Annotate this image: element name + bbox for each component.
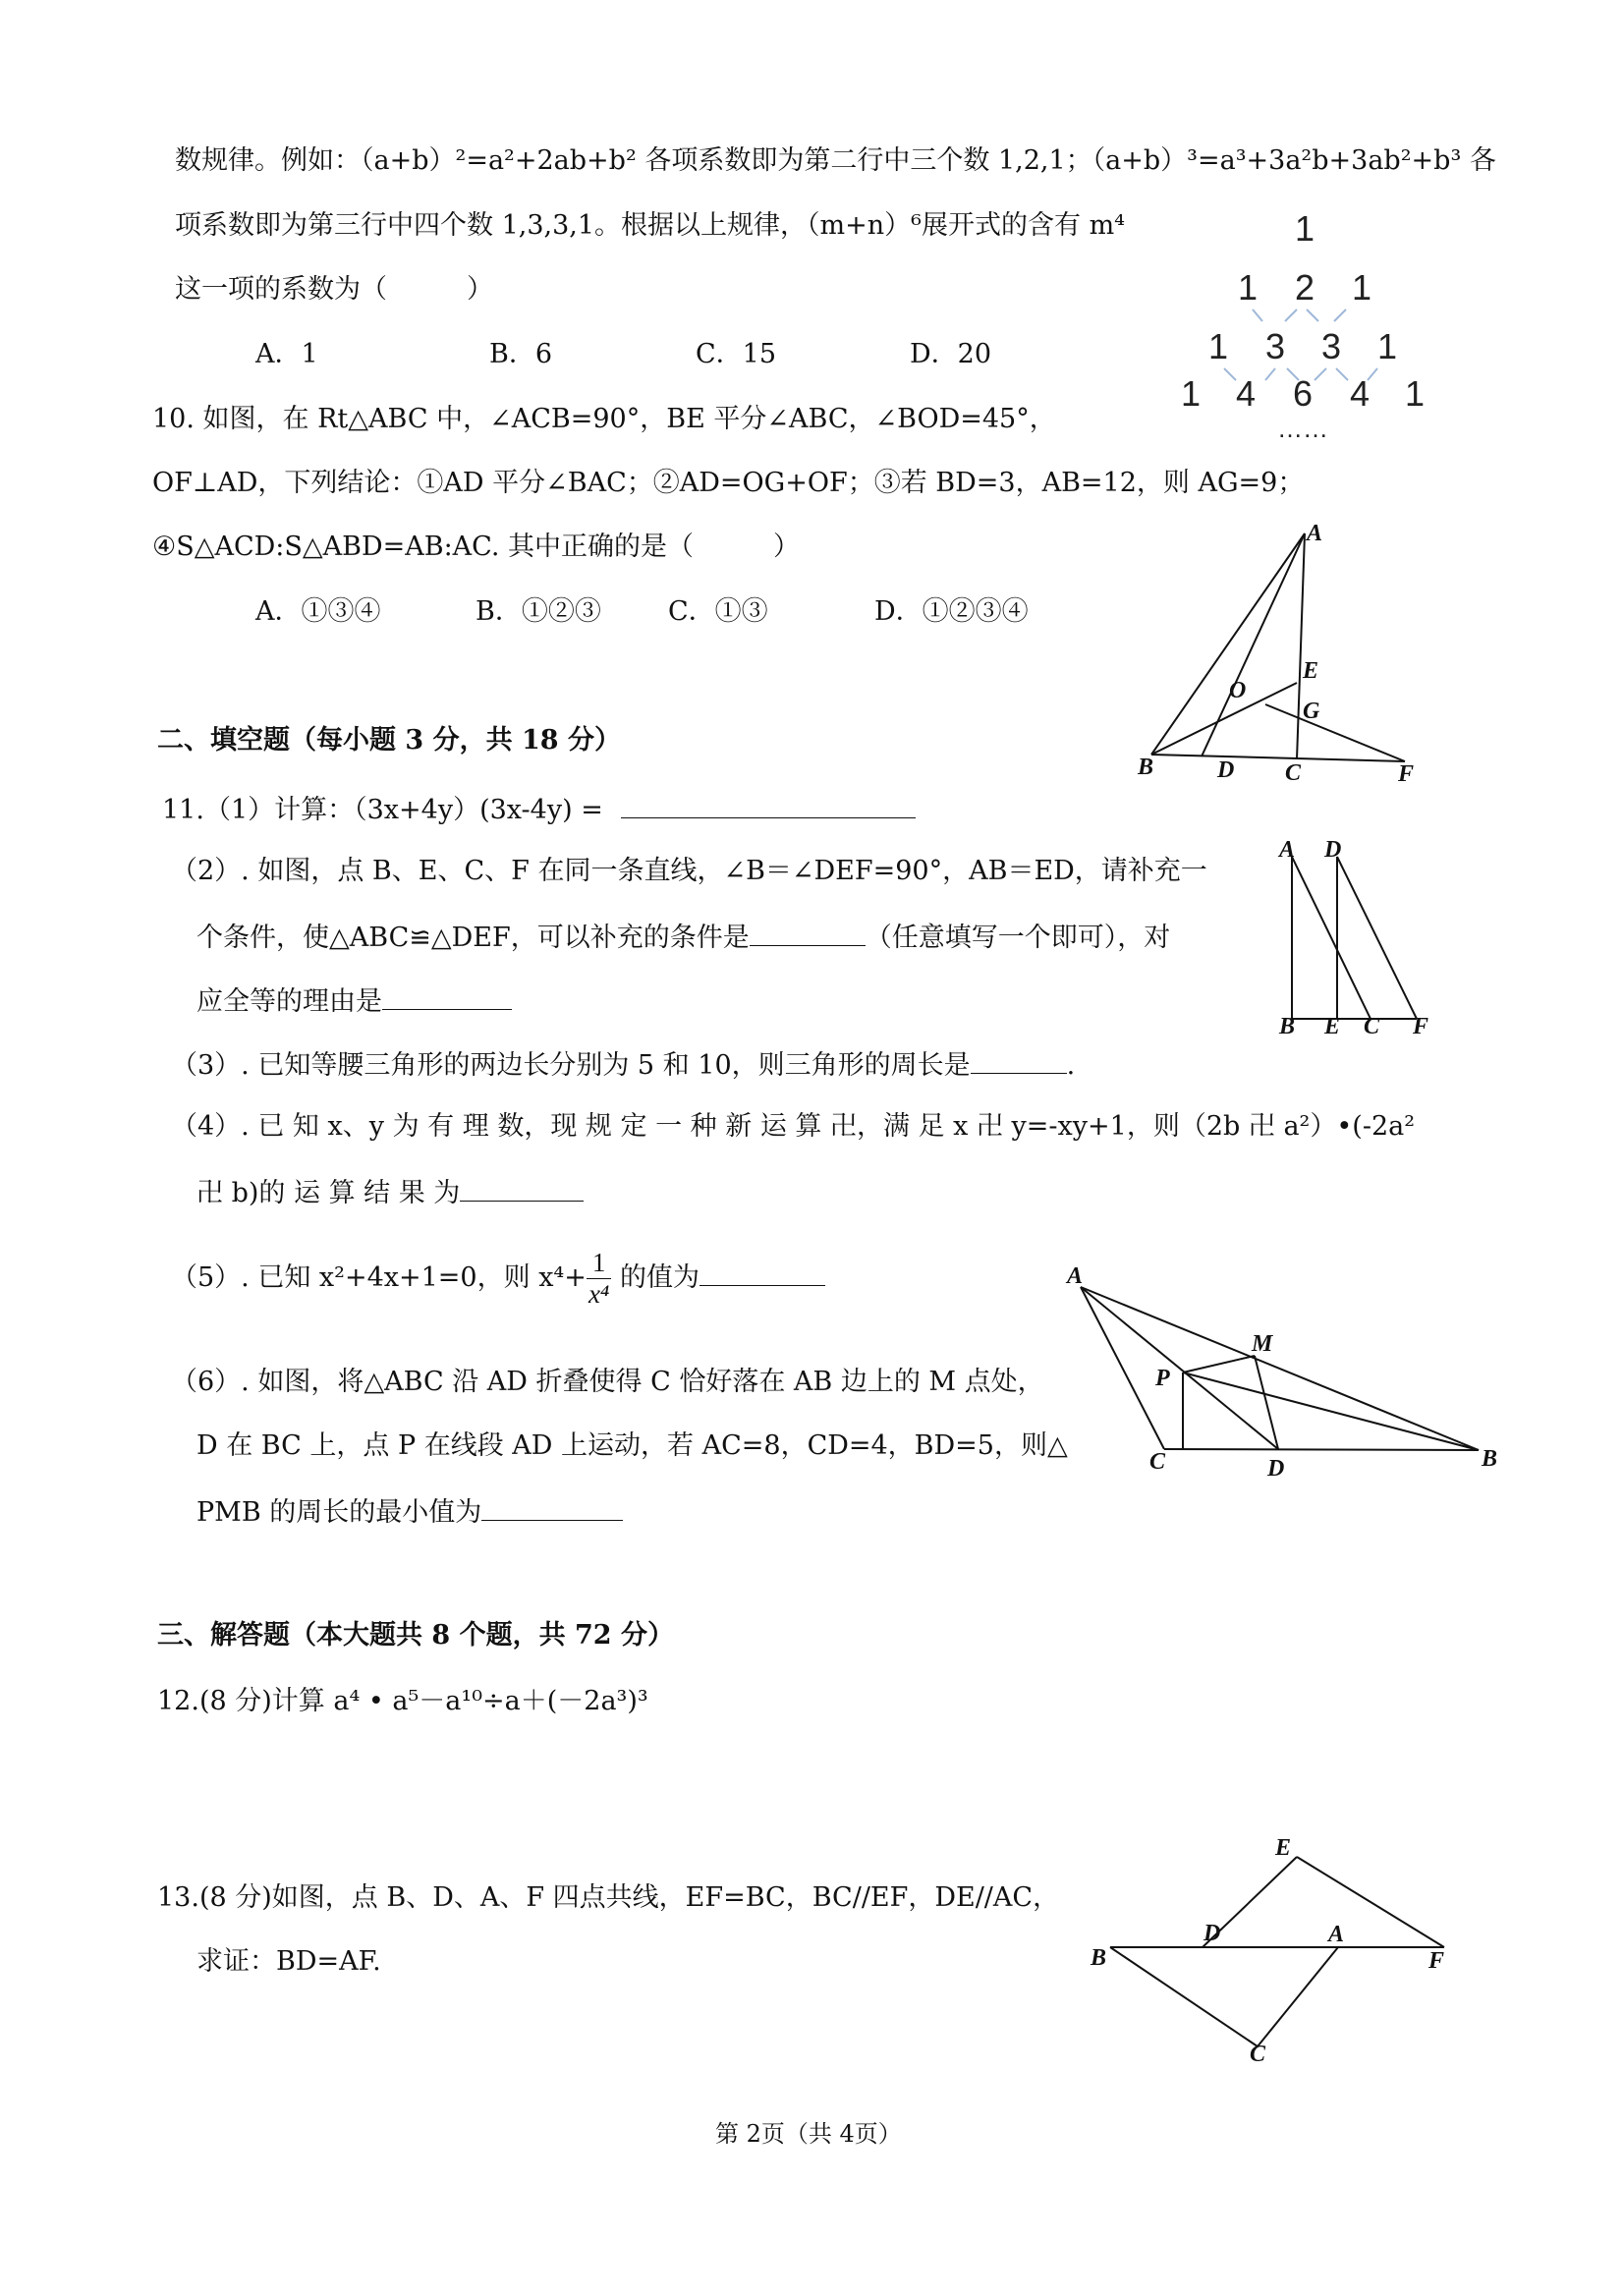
fig2-label-f: F [1413,1014,1429,1039]
pascal-row3-2: 3 [1321,326,1342,366]
q11-part5-text2: 的值为 [619,1262,700,1293]
q10-line1: 10. 如图，在 Rt△ABC 中，∠ACB=90°，BE 平分∠ABC，∠BOD=45°， [152,404,1056,434]
q13-label-b: B [1091,1945,1107,1971]
q11-part3-end: . [1066,1050,1076,1081]
pascal-row3-1: 3 [1265,326,1286,366]
pascal-row4-2: 6 [1293,373,1314,414]
q10-label-e: E [1303,658,1319,684]
q10-option-b: B．①②③ [476,596,601,627]
q11-part3 [171,1049,1075,1079]
q11-part2-line2 [196,922,1170,951]
q10-option-d: D．①②③④ [874,596,1029,627]
q11-part5-denominator: x⁴ [588,1279,610,1309]
pascal-row4-1: 4 [1236,373,1257,414]
q11-part5-fraction [587,1250,612,1308]
q11-part3-text: （3）. 已知等腰三角形的两边长分别为 5 和 10，则三角形的周长是 [171,1050,971,1081]
q11-part2-blank-condition[interactable] [750,922,866,946]
q10-line2: OF⊥AD，下列结论：①AD 平分∠BAC；②AD=OG+OF；③若 BD=3，AB=12，则 AG=9； [152,468,1305,498]
q11-part5-numerator: 1 [587,1250,612,1279]
fig3-label-b: B [1482,1446,1498,1472]
q13-label-c: C [1250,2042,1266,2067]
pascal-row3-3: 1 [1377,326,1398,366]
q11-part4-line2 [196,1177,584,1206]
fig3-label-p: P [1155,1366,1170,1391]
pascal-triangle-figure [1159,201,1454,447]
q10-line3: ④S△ACD:S△ABD=AB:AC. 其中正确的是（ ） [152,532,801,562]
q11-fold-figure [1061,1258,1513,1484]
fig2-label-d: D [1324,837,1342,863]
pascal-row4-3: 4 [1350,373,1371,414]
q10-label-d: D [1217,757,1235,783]
q11-part5 [171,1250,825,1308]
q11-congruent-figure [1267,835,1444,1041]
section2-title: 二、填空题（每小题 3 分，共 18 分） [157,725,621,756]
q12-text: 12.(8 分)计算 a⁴ • a⁵－a¹⁰÷a＋(－2a³)³ [157,1686,648,1716]
pascal-ellipsis: …… [1277,414,1328,443]
pascal-row1-0: 1 [1295,208,1315,249]
q13-label-f: F [1428,1948,1445,1974]
q11-part4-line1: （4）. 已 知 x、y 为 有 理 数，现 规 定 一 种 新 运 算 卍，满 足 x 卍 y=-xy+1，则（2b 卍 a²）•(-2a² [171,1111,1416,1142]
q13-label-e: E [1275,1835,1292,1861]
fig2-label-c: C [1364,1014,1380,1039]
q11-part2-line3-text: 应全等的理由是 [196,986,382,1017]
q11-part2-blank-reason[interactable] [382,985,512,1010]
q9-option-a: A．1 [255,339,318,369]
q13-label-d: D [1203,1921,1221,1946]
q10-triangle-figure [1120,516,1454,791]
q10-option-a: A．①③④ [255,596,381,627]
q11-part4-blank[interactable] [460,1177,584,1202]
pascal-row2-1: 2 [1295,267,1315,308]
pascal-row2-0: 1 [1238,267,1259,308]
q11-part2-line3 [196,985,512,1015]
fig2-label-a: A [1279,837,1296,863]
q11-part6-line2: D 在 BC 上，点 P 在线段 AD 上运动，若 AC=8，CD=4，BD=5，则△ [196,1430,1068,1461]
q11-part6-line3-text: PMB 的周长的最小值为 [196,1497,482,1528]
q10-label-a: A [1307,521,1323,546]
q10-label-o: O [1229,678,1247,703]
pascal-row4-4: 1 [1405,373,1426,414]
q9-line1: 数规律。例如：（a+b）²=a²+2ab+b² 各项系数即为第二行中三个数 1,2,1；（a+b）³=a³+3a²b+3ab²+b³ 各 [175,145,1496,176]
section3-title: 三、解答题（本大题共 8 个题，共 72 分） [157,1620,674,1651]
q11-part4-line2-text: 卍 b)的 运 算 结 果 为 [196,1178,461,1208]
q9-option-b: B．6 [489,339,553,369]
page-footer: 第 2页（共 4页） [715,2120,902,2148]
q13-label-a: A [1328,1922,1345,1947]
q10-option-c: C．①③ [668,596,768,627]
q11-part2-line1: （2）. 如图，点 B、E、C、F 在同一条直线，∠B＝∠DEF=90°，AB＝ED，请补充一 [171,856,1207,886]
q11-part6-line3 [196,1496,623,1526]
q11-part1-blank[interactable] [621,794,916,818]
q11-part6-line1: （6）. 如图，将△ABC 沿 AD 折叠使得 C 恰好落在 AB 边上的 M 点处， [171,1367,1044,1397]
q11-part5-text: （5）. 已知 x²+4x+1=0，则 x⁴+ [171,1262,587,1293]
q9-line2: 项系数即为第三行中四个数 1,3,3,1。根据以上规律，（m+n）⁶展开式的含有 m⁴ [175,210,1125,241]
pascal-row4-0: 1 [1181,373,1202,414]
q9-option-d: D．20 [910,339,992,369]
fig3-label-m: M [1252,1331,1273,1357]
q9-option-c: C．15 [696,339,777,369]
q11-part3-blank[interactable] [971,1049,1067,1074]
q9-line3: 这一项的系数为（ ） [175,274,493,305]
fig3-label-c: C [1149,1449,1166,1475]
pascal-row3-0: 1 [1208,326,1229,366]
q13-line2: 求证：BD=AF. [196,1946,381,1977]
q11-part2-line2a: 个条件，使△ABC≌△DEF，可以补充的条件是 [196,923,750,953]
q11-part5-blank[interactable] [700,1261,825,1286]
q13-parallel-figure [1081,1827,1474,2073]
fig2-label-e: E [1324,1014,1341,1039]
fig3-label-a: A [1067,1263,1084,1289]
q10-label-g: G [1303,699,1320,724]
fig3-label-d: D [1267,1456,1285,1482]
q10-label-f: F [1398,761,1415,787]
q11-part2-line2b: （任意填写一个即可），对 [865,923,1171,953]
q10-label-b: B [1138,755,1154,780]
q13-line1: 13.(8 分)如图，点 B、D、A、F 四点共线，EF=BC，BC//EF，DE//AC， [157,1882,1060,1913]
pascal-row2-2: 1 [1352,267,1372,308]
fig2-label-b: B [1279,1014,1296,1039]
q10-label-c: C [1285,760,1302,786]
q11-part1-text [162,794,916,823]
q11-part1: 11.（1）计算：（3x+4y）(3x-4y) = [162,795,603,825]
q11-part6-blank[interactable] [481,1496,623,1521]
